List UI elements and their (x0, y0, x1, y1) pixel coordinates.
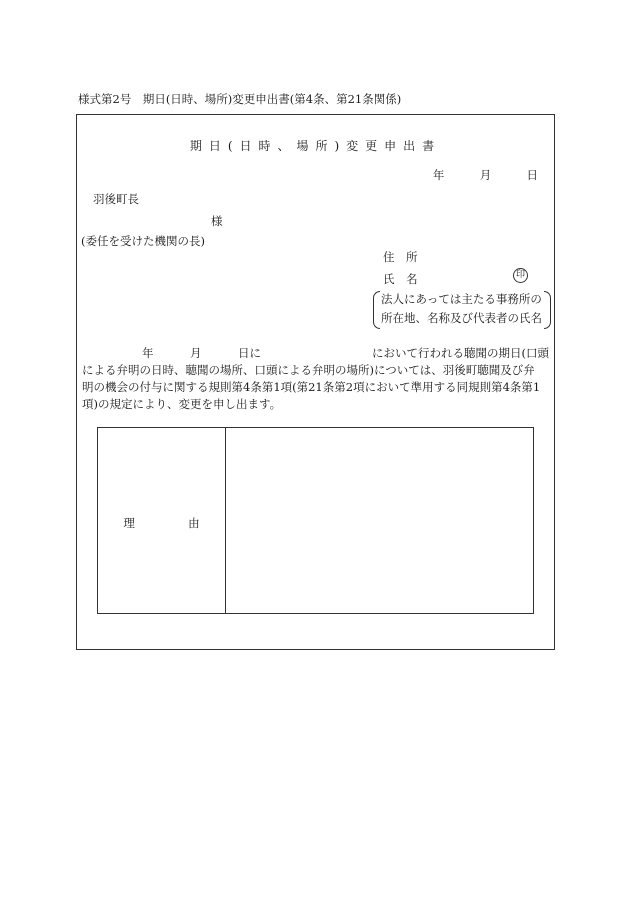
document-title: 期日(日時、場所)変更申出書 (189, 139, 442, 153)
body-month-label: 月 (190, 346, 202, 360)
date-year-label: 年 (432, 168, 445, 182)
reason-label (98, 515, 225, 531)
date-month-label: 月 (479, 168, 492, 182)
date-day-label: 日 (526, 168, 538, 182)
form-label: 様式第2号 期日(日時、場所)変更申出書(第4条、第21条関係) (78, 92, 402, 106)
body-line-text: 項)の規定により、変更を申し出ます。 (82, 397, 282, 411)
corp-note-line: 所在地、名称及び代表者の氏名 (381, 311, 542, 325)
corp-note-line: 法人にあっては主たる事務所の (381, 292, 542, 306)
body-line-text: において行われる聴聞の期日(口頭 (372, 346, 549, 360)
request-statement (82, 345, 552, 413)
body-year-label: 年 (142, 346, 154, 360)
honorific: 様 (211, 214, 223, 228)
submission-date (433, 167, 538, 183)
body-day-label: 日に (238, 346, 261, 360)
seal-mark: 印 (513, 268, 528, 283)
address-label: 住 所 (383, 250, 418, 264)
addressee: 羽後町長 (93, 192, 139, 206)
reason-field[interactable] (226, 428, 533, 613)
body-line-text: 明の機会の付与に関する規則第4条第1項(第21条第2項において準用する同規則第4条第1 (82, 380, 541, 394)
reason-label-char: 由 (188, 516, 200, 530)
reason-table (97, 427, 534, 614)
bracket-right (544, 291, 551, 329)
name-label: 氏 名 (383, 272, 418, 286)
delegated-authority: (委任を受けた機関の長) (81, 234, 205, 248)
body-line-text: による弁明の日時、聴聞の場所、口頭による弁明の場所)については、羽後町聴聞及び弁 (82, 363, 535, 377)
corporation-note (373, 291, 551, 329)
form-frame (76, 114, 555, 650)
bracket-left (373, 291, 380, 329)
reason-label-char: 理 (123, 516, 135, 530)
